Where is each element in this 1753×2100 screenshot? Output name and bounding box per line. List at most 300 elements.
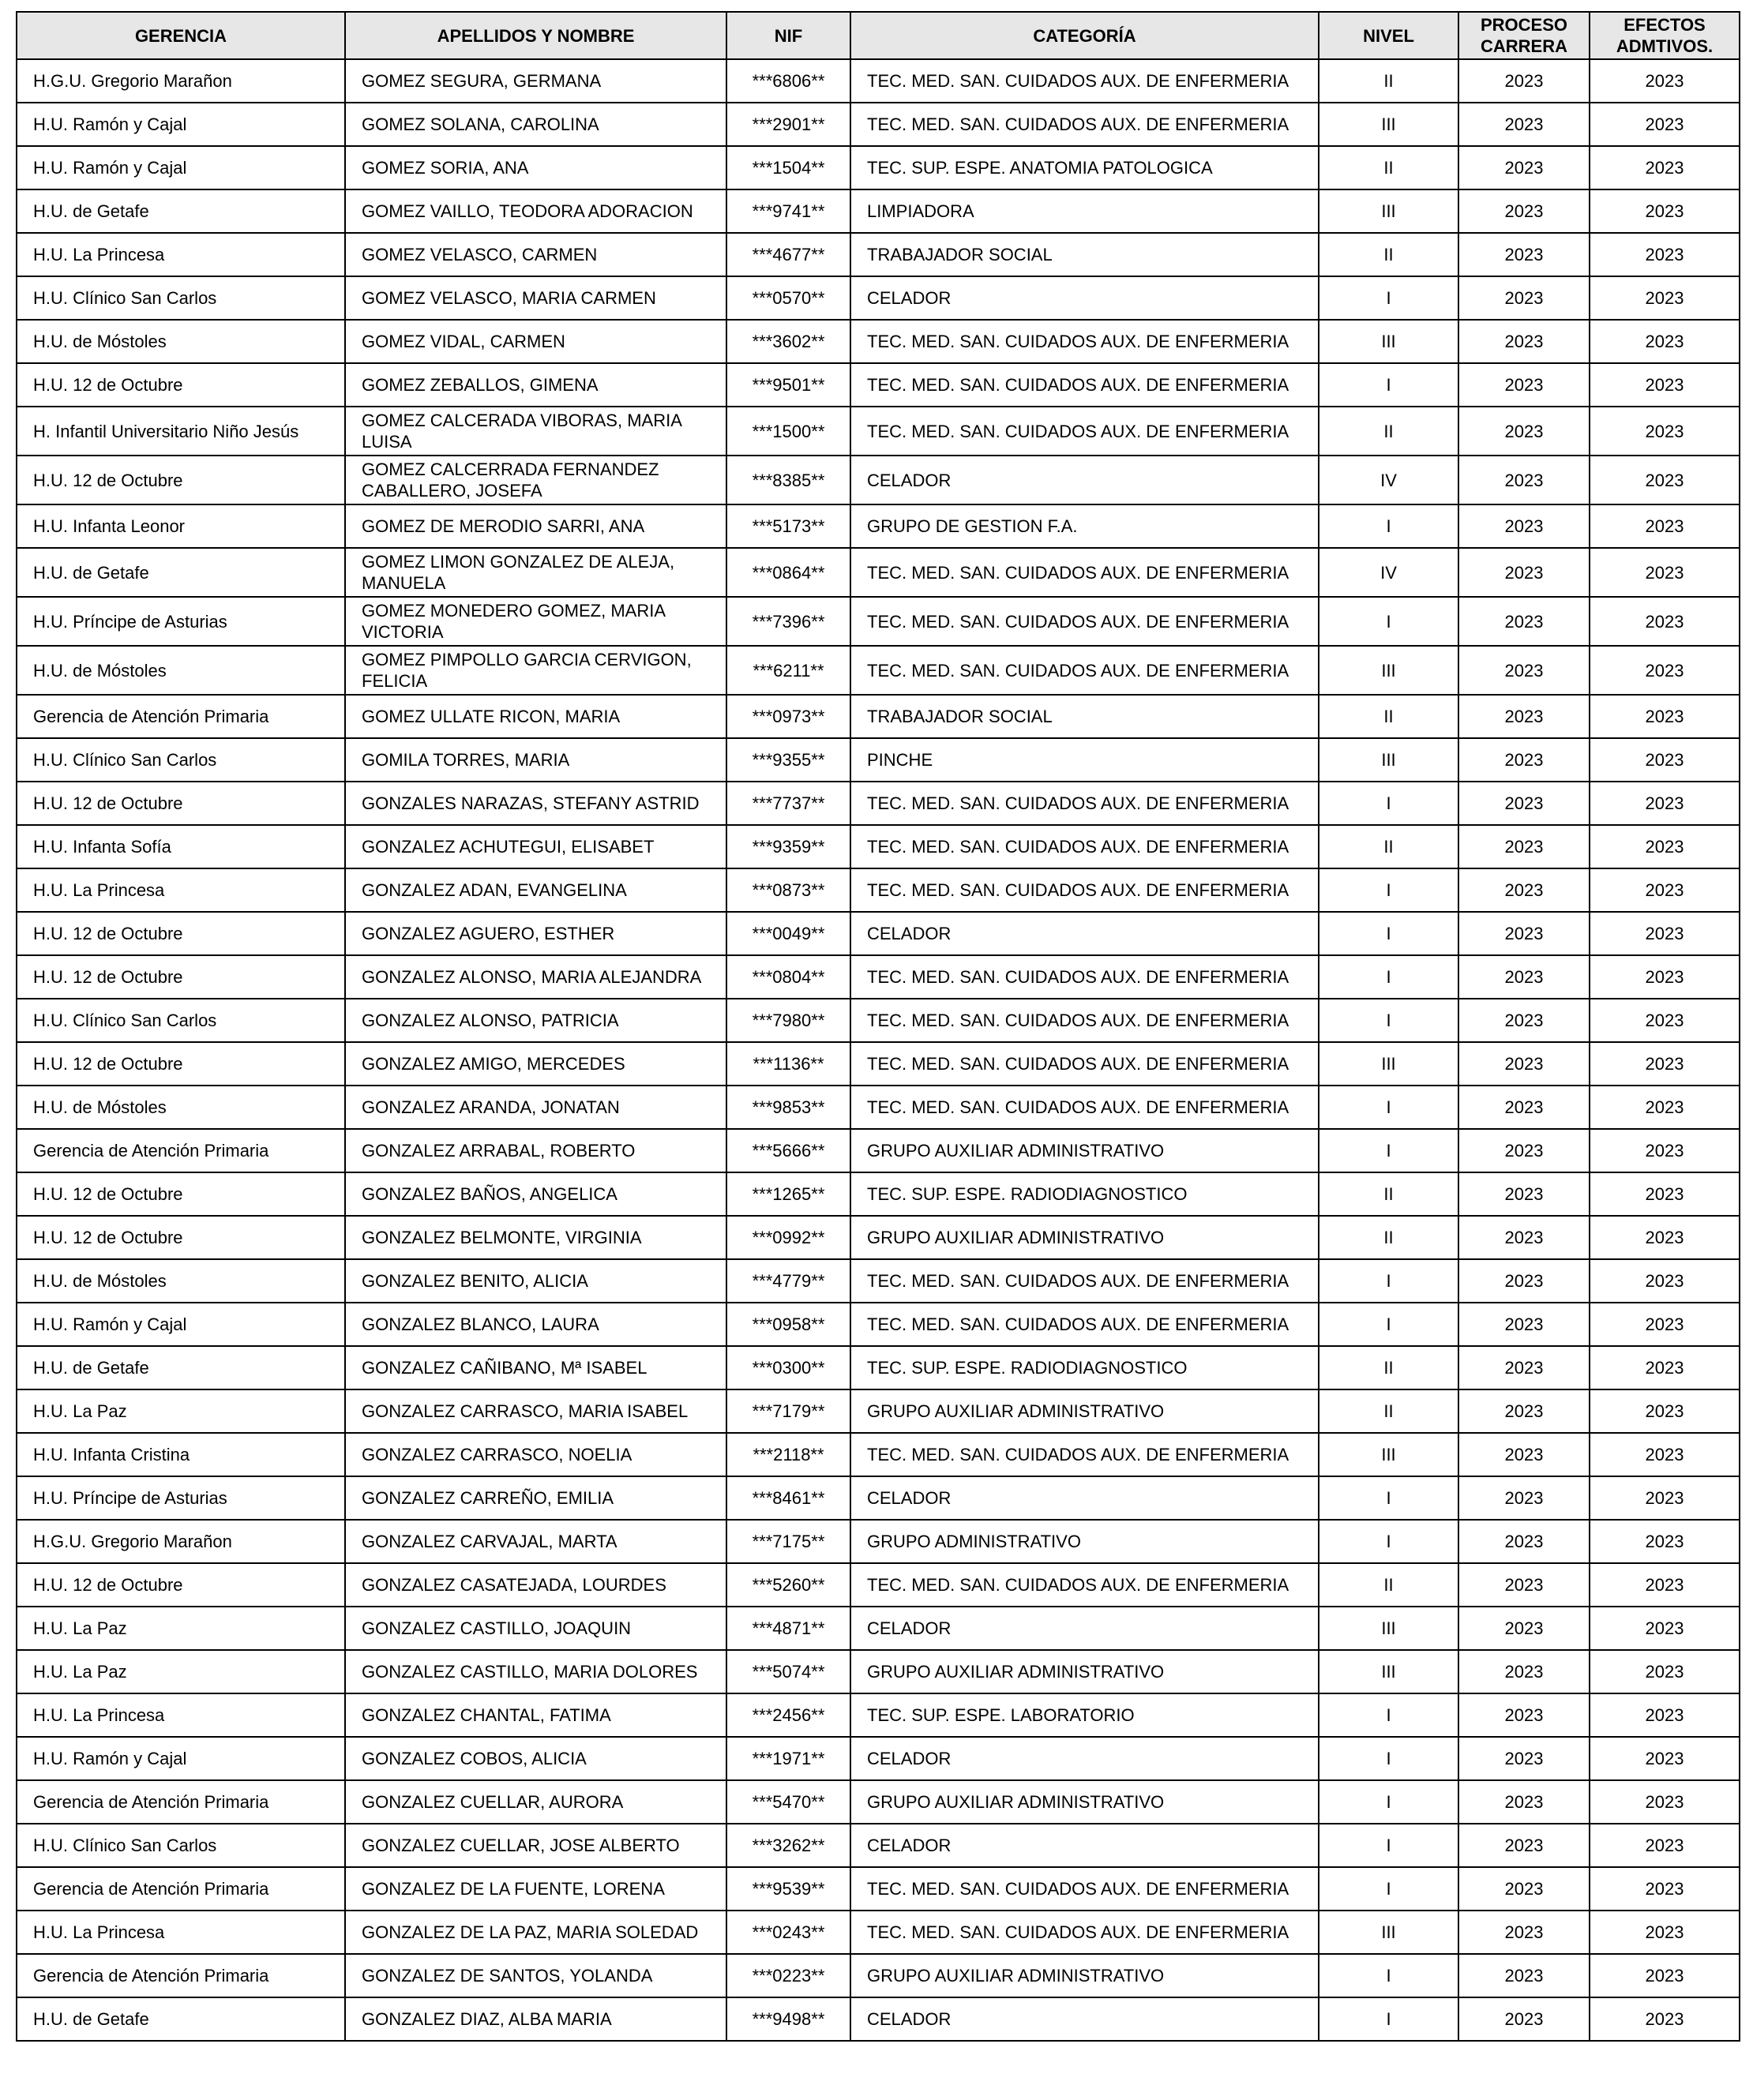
personnel-table xyxy=(16,11,1740,2042)
cell-categoria: TEC. SUP. ESPE. LABORATORIO xyxy=(850,1693,1319,1737)
cell-efectos-admtivos: 2023 xyxy=(1590,548,1740,597)
cell-categoria: TEC. MED. SAN. CUIDADOS AUX. DE ENFERMERIA xyxy=(850,1433,1319,1476)
cell-efectos-admtivos: 2023 xyxy=(1590,1042,1740,1086)
cell-efectos-admtivos: 2023 xyxy=(1590,1607,1740,1650)
cell-nif: ***2118** xyxy=(726,1433,850,1476)
cell-apellidos-nombre: GONZALEZ CAÑIBANO, Mª ISABEL xyxy=(345,1346,726,1389)
cell-apellidos-nombre: GOMEZ MONEDERO GOMEZ, MARIA VICTORIA xyxy=(345,597,726,646)
table-row xyxy=(17,548,1740,597)
cell-nif: ***1500** xyxy=(726,407,850,456)
cell-efectos-admtivos: 2023 xyxy=(1590,1303,1740,1346)
cell-nif: ***0243** xyxy=(726,1911,850,1954)
table-row xyxy=(17,1520,1740,1563)
cell-efectos-admtivos: 2023 xyxy=(1590,1780,1740,1824)
cell-proceso-carrera: 2023 xyxy=(1458,189,1590,233)
cell-efectos-admtivos: 2023 xyxy=(1590,407,1740,456)
cell-nivel: II xyxy=(1319,1389,1458,1433)
cell-gerencia: H.U. La Paz xyxy=(17,1650,345,1693)
cell-nivel: III xyxy=(1319,1607,1458,1650)
cell-nivel: II xyxy=(1319,233,1458,276)
cell-nif: ***4779** xyxy=(726,1259,850,1303)
cell-proceso-carrera: 2023 xyxy=(1458,456,1590,504)
cell-nif: ***9853** xyxy=(726,1086,850,1129)
cell-categoria: TEC. MED. SAN. CUIDADOS AUX. DE ENFERMERIA xyxy=(850,1086,1319,1129)
cell-gerencia: Gerencia de Atención Primaria xyxy=(17,1867,345,1911)
cell-apellidos-nombre: GOMILA TORRES, MARIA xyxy=(345,738,726,782)
cell-apellidos-nombre: GONZALEZ CUELLAR, AURORA xyxy=(345,1780,726,1824)
cell-gerencia: H.U. Ramón y Cajal xyxy=(17,1303,345,1346)
cell-nivel: I xyxy=(1319,363,1458,407)
cell-categoria: TEC. MED. SAN. CUIDADOS AUX. DE ENFERMERIA xyxy=(850,1867,1319,1911)
cell-categoria: TEC. SUP. ESPE. ANATOMIA PATOLOGICA xyxy=(850,146,1319,189)
cell-efectos-admtivos: 2023 xyxy=(1590,825,1740,868)
cell-apellidos-nombre: GOMEZ VIDAL, CARMEN xyxy=(345,320,726,363)
cell-nivel: I xyxy=(1319,1693,1458,1737)
cell-categoria: GRUPO AUXILIAR ADMINISTRATIVO xyxy=(850,1216,1319,1259)
cell-proceso-carrera: 2023 xyxy=(1458,782,1590,825)
table-row xyxy=(17,189,1740,233)
cell-categoria: TEC. MED. SAN. CUIDADOS AUX. DE ENFERMERIA xyxy=(850,59,1319,103)
table-row xyxy=(17,1172,1740,1216)
cell-categoria: PINCHE xyxy=(850,738,1319,782)
cell-nivel: I xyxy=(1319,1476,1458,1520)
cell-nif: ***5260** xyxy=(726,1563,850,1607)
cell-proceso-carrera: 2023 xyxy=(1458,1650,1590,1693)
cell-efectos-admtivos: 2023 xyxy=(1590,597,1740,646)
header-apellidos-nombre: APELLIDOS Y NOMBRE xyxy=(345,12,726,59)
table-row xyxy=(17,456,1740,504)
cell-apellidos-nombre: GOMEZ SORIA, ANA xyxy=(345,146,726,189)
cell-nivel: I xyxy=(1319,955,1458,999)
cell-nivel: I xyxy=(1319,1520,1458,1563)
table-row xyxy=(17,1563,1740,1607)
cell-proceso-carrera: 2023 xyxy=(1458,695,1590,738)
cell-categoria: GRUPO ADMINISTRATIVO xyxy=(850,1520,1319,1563)
table-row xyxy=(17,146,1740,189)
cell-categoria: TEC. MED. SAN. CUIDADOS AUX. DE ENFERMERIA xyxy=(850,407,1319,456)
cell-nivel: I xyxy=(1319,912,1458,955)
cell-categoria: CELADOR xyxy=(850,1824,1319,1867)
cell-categoria: CELADOR xyxy=(850,1476,1319,1520)
table-body xyxy=(17,59,1740,2041)
cell-apellidos-nombre: GOMEZ PIMPOLLO GARCIA CERVIGON, FELICIA xyxy=(345,646,726,695)
cell-gerencia: Gerencia de Atención Primaria xyxy=(17,695,345,738)
cell-gerencia: H.U. 12 de Octubre xyxy=(17,1042,345,1086)
cell-categoria: TEC. MED. SAN. CUIDADOS AUX. DE ENFERMERIA xyxy=(850,1042,1319,1086)
cell-efectos-admtivos: 2023 xyxy=(1590,1216,1740,1259)
cell-gerencia: H.U. Clínico San Carlos xyxy=(17,738,345,782)
cell-gerencia: H.U. de Getafe xyxy=(17,1346,345,1389)
table-row xyxy=(17,276,1740,320)
table-row xyxy=(17,597,1740,646)
table-row xyxy=(17,1433,1740,1476)
cell-apellidos-nombre: GOMEZ SEGURA, GERMANA xyxy=(345,59,726,103)
table-row xyxy=(17,103,1740,146)
cell-gerencia: H.U. 12 de Octubre xyxy=(17,1172,345,1216)
cell-proceso-carrera: 2023 xyxy=(1458,1780,1590,1824)
cell-nivel: I xyxy=(1319,1129,1458,1172)
cell-nivel: I xyxy=(1319,1824,1458,1867)
cell-apellidos-nombre: GONZALEZ CHANTAL, FATIMA xyxy=(345,1693,726,1737)
cell-gerencia: H.U. Infanta Sofía xyxy=(17,825,345,868)
cell-proceso-carrera: 2023 xyxy=(1458,233,1590,276)
cell-proceso-carrera: 2023 xyxy=(1458,646,1590,695)
cell-efectos-admtivos: 2023 xyxy=(1590,738,1740,782)
table-row xyxy=(17,695,1740,738)
cell-apellidos-nombre: GOMEZ CALCERADA VIBORAS, MARIA LUISA xyxy=(345,407,726,456)
cell-proceso-carrera: 2023 xyxy=(1458,146,1590,189)
cell-proceso-carrera: 2023 xyxy=(1458,1911,1590,1954)
cell-apellidos-nombre: GOMEZ VELASCO, MARIA CARMEN xyxy=(345,276,726,320)
cell-efectos-admtivos: 2023 xyxy=(1590,1172,1740,1216)
cell-categoria: TEC. MED. SAN. CUIDADOS AUX. DE ENFERMERIA xyxy=(850,103,1319,146)
cell-nivel: III xyxy=(1319,738,1458,782)
cell-nif: ***7179** xyxy=(726,1389,850,1433)
cell-nif: ***8461** xyxy=(726,1476,850,1520)
cell-gerencia: H.G.U. Gregorio Marañon xyxy=(17,59,345,103)
cell-categoria: TEC. MED. SAN. CUIDADOS AUX. DE ENFERMERIA xyxy=(850,363,1319,407)
cell-nif: ***5470** xyxy=(726,1780,850,1824)
cell-gerencia: H.U. de Móstoles xyxy=(17,646,345,695)
cell-apellidos-nombre: GOMEZ ULLATE RICON, MARIA xyxy=(345,695,726,738)
cell-apellidos-nombre: GONZALEZ ADAN, EVANGELINA xyxy=(345,868,726,912)
table-row xyxy=(17,1954,1740,1997)
cell-efectos-admtivos: 2023 xyxy=(1590,1389,1740,1433)
table-row xyxy=(17,738,1740,782)
cell-apellidos-nombre: GONZALES NARAZAS, STEFANY ASTRID xyxy=(345,782,726,825)
cell-nivel: I xyxy=(1319,1737,1458,1780)
cell-nif: ***3262** xyxy=(726,1824,850,1867)
table-row xyxy=(17,646,1740,695)
cell-nif: ***3602** xyxy=(726,320,850,363)
cell-nivel: I xyxy=(1319,782,1458,825)
cell-apellidos-nombre: GONZALEZ ACHUTEGUI, ELISABET xyxy=(345,825,726,868)
cell-efectos-admtivos: 2023 xyxy=(1590,146,1740,189)
cell-efectos-admtivos: 2023 xyxy=(1590,1086,1740,1129)
cell-gerencia: H.U. Príncipe de Asturias xyxy=(17,597,345,646)
cell-efectos-admtivos: 2023 xyxy=(1590,1693,1740,1737)
cell-gerencia: H.U. La Princesa xyxy=(17,1693,345,1737)
cell-proceso-carrera: 2023 xyxy=(1458,597,1590,646)
cell-proceso-carrera: 2023 xyxy=(1458,1997,1590,2041)
cell-efectos-admtivos: 2023 xyxy=(1590,276,1740,320)
table-row xyxy=(17,1650,1740,1693)
cell-categoria: TEC. MED. SAN. CUIDADOS AUX. DE ENFERMERIA xyxy=(850,320,1319,363)
cell-nivel: IV xyxy=(1319,456,1458,504)
cell-gerencia: H.U. de Móstoles xyxy=(17,1259,345,1303)
cell-categoria: TRABAJADOR SOCIAL xyxy=(850,695,1319,738)
cell-apellidos-nombre: GOMEZ DE MERODIO SARRI, ANA xyxy=(345,504,726,548)
cell-efectos-admtivos: 2023 xyxy=(1590,999,1740,1042)
cell-efectos-admtivos: 2023 xyxy=(1590,1954,1740,1997)
cell-categoria: TEC. MED. SAN. CUIDADOS AUX. DE ENFERMERIA xyxy=(850,646,1319,695)
cell-nivel: I xyxy=(1319,1259,1458,1303)
table-row xyxy=(17,782,1740,825)
table-row xyxy=(17,1607,1740,1650)
cell-nif: ***4677** xyxy=(726,233,850,276)
table-row xyxy=(17,1303,1740,1346)
cell-apellidos-nombre: GONZALEZ BLANCO, LAURA xyxy=(345,1303,726,1346)
cell-categoria: TEC. MED. SAN. CUIDADOS AUX. DE ENFERMERIA xyxy=(850,782,1319,825)
cell-nif: ***2901** xyxy=(726,103,850,146)
cell-gerencia: H.U. Ramón y Cajal xyxy=(17,146,345,189)
cell-apellidos-nombre: GONZALEZ CARRASCO, NOELIA xyxy=(345,1433,726,1476)
cell-categoria: TEC. MED. SAN. CUIDADOS AUX. DE ENFERMERIA xyxy=(850,1563,1319,1607)
cell-efectos-admtivos: 2023 xyxy=(1590,233,1740,276)
cell-proceso-carrera: 2023 xyxy=(1458,1954,1590,1997)
cell-efectos-admtivos: 2023 xyxy=(1590,695,1740,738)
cell-efectos-admtivos: 2023 xyxy=(1590,59,1740,103)
cell-efectos-admtivos: 2023 xyxy=(1590,955,1740,999)
cell-proceso-carrera: 2023 xyxy=(1458,59,1590,103)
cell-efectos-admtivos: 2023 xyxy=(1590,912,1740,955)
cell-proceso-carrera: 2023 xyxy=(1458,1303,1590,1346)
table-row xyxy=(17,1911,1740,1954)
cell-categoria: TEC. MED. SAN. CUIDADOS AUX. DE ENFERMERIA xyxy=(850,1303,1319,1346)
header-efectos-admtivos: EFECTOS ADMTIVOS. xyxy=(1590,12,1740,59)
cell-categoria: GRUPO AUXILIAR ADMINISTRATIVO xyxy=(850,1780,1319,1824)
cell-nif: ***5074** xyxy=(726,1650,850,1693)
cell-nif: ***6806** xyxy=(726,59,850,103)
cell-nivel: II xyxy=(1319,1216,1458,1259)
cell-nif: ***0570** xyxy=(726,276,850,320)
table-row xyxy=(17,1780,1740,1824)
table-row xyxy=(17,1997,1740,2041)
cell-proceso-carrera: 2023 xyxy=(1458,1389,1590,1433)
cell-proceso-carrera: 2023 xyxy=(1458,1129,1590,1172)
cell-categoria: CELADOR xyxy=(850,1737,1319,1780)
cell-nivel: II xyxy=(1319,407,1458,456)
cell-nif: ***7175** xyxy=(726,1520,850,1563)
cell-nif: ***0049** xyxy=(726,912,850,955)
cell-nif: ***7980** xyxy=(726,999,850,1042)
cell-efectos-admtivos: 2023 xyxy=(1590,189,1740,233)
table-row xyxy=(17,868,1740,912)
cell-categoria: GRUPO AUXILIAR ADMINISTRATIVO xyxy=(850,1650,1319,1693)
cell-categoria: CELADOR xyxy=(850,1997,1319,2041)
cell-proceso-carrera: 2023 xyxy=(1458,868,1590,912)
cell-apellidos-nombre: GOMEZ LIMON GONZALEZ DE ALEJA, MANUELA xyxy=(345,548,726,597)
cell-categoria: TEC. MED. SAN. CUIDADOS AUX. DE ENFERMERIA xyxy=(850,868,1319,912)
cell-nif: ***9355** xyxy=(726,738,850,782)
cell-efectos-admtivos: 2023 xyxy=(1590,363,1740,407)
cell-gerencia: H.U. Ramón y Cajal xyxy=(17,103,345,146)
cell-apellidos-nombre: GOMEZ VAILLO, TEODORA ADORACION xyxy=(345,189,726,233)
cell-efectos-admtivos: 2023 xyxy=(1590,868,1740,912)
cell-proceso-carrera: 2023 xyxy=(1458,1824,1590,1867)
header-nivel: NIVEL xyxy=(1319,12,1458,59)
table-row xyxy=(17,1824,1740,1867)
cell-nivel: I xyxy=(1319,1303,1458,1346)
cell-apellidos-nombre: GONZALEZ CUELLAR, JOSE ALBERTO xyxy=(345,1824,726,1867)
cell-nivel: I xyxy=(1319,1780,1458,1824)
cell-nivel: I xyxy=(1319,1867,1458,1911)
cell-proceso-carrera: 2023 xyxy=(1458,1737,1590,1780)
table-row xyxy=(17,1389,1740,1433)
cell-nif: ***4871** xyxy=(726,1607,850,1650)
cell-categoria: TEC. MED. SAN. CUIDADOS AUX. DE ENFERMERIA xyxy=(850,597,1319,646)
cell-efectos-admtivos: 2023 xyxy=(1590,1433,1740,1476)
cell-efectos-admtivos: 2023 xyxy=(1590,103,1740,146)
cell-apellidos-nombre: GOMEZ CALCERRADA FERNANDEZ CABALLERO, JOSEFA xyxy=(345,456,726,504)
cell-apellidos-nombre: GOMEZ SOLANA, CAROLINA xyxy=(345,103,726,146)
table-row xyxy=(17,1086,1740,1129)
cell-nif: ***9539** xyxy=(726,1867,850,1911)
cell-categoria: TRABAJADOR SOCIAL xyxy=(850,233,1319,276)
cell-categoria: GRUPO DE GESTION F.A. xyxy=(850,504,1319,548)
cell-nivel: II xyxy=(1319,825,1458,868)
cell-efectos-admtivos: 2023 xyxy=(1590,1997,1740,2041)
cell-categoria: CELADOR xyxy=(850,276,1319,320)
cell-nivel: II xyxy=(1319,1172,1458,1216)
cell-nif: ***1504** xyxy=(726,146,850,189)
cell-categoria: CELADOR xyxy=(850,912,1319,955)
cell-categoria: GRUPO AUXILIAR ADMINISTRATIVO xyxy=(850,1129,1319,1172)
cell-nif: ***0873** xyxy=(726,868,850,912)
cell-proceso-carrera: 2023 xyxy=(1458,320,1590,363)
table-row xyxy=(17,504,1740,548)
cell-nivel: II xyxy=(1319,59,1458,103)
cell-nivel: IV xyxy=(1319,548,1458,597)
cell-gerencia: H.U. Clínico San Carlos xyxy=(17,276,345,320)
cell-nivel: III xyxy=(1319,1911,1458,1954)
cell-gerencia: H.U. 12 de Octubre xyxy=(17,782,345,825)
cell-categoria: TEC. SUP. ESPE. RADIODIAGNOSTICO xyxy=(850,1172,1319,1216)
cell-gerencia: H.U. La Princesa xyxy=(17,868,345,912)
cell-efectos-admtivos: 2023 xyxy=(1590,1824,1740,1867)
cell-proceso-carrera: 2023 xyxy=(1458,1172,1590,1216)
cell-efectos-admtivos: 2023 xyxy=(1590,320,1740,363)
cell-nif: ***0300** xyxy=(726,1346,850,1389)
cell-proceso-carrera: 2023 xyxy=(1458,1520,1590,1563)
cell-nif: ***0958** xyxy=(726,1303,850,1346)
cell-categoria: TEC. MED. SAN. CUIDADOS AUX. DE ENFERMERIA xyxy=(850,548,1319,597)
table-row xyxy=(17,1867,1740,1911)
header-proceso-carrera: PROCESO CARRERA xyxy=(1458,12,1590,59)
cell-proceso-carrera: 2023 xyxy=(1458,1693,1590,1737)
cell-apellidos-nombre: GONZALEZ DE SANTOS, YOLANDA xyxy=(345,1954,726,1997)
cell-nivel: II xyxy=(1319,1563,1458,1607)
table-row xyxy=(17,1042,1740,1086)
cell-apellidos-nombre: GONZALEZ CASTILLO, MARIA DOLORES xyxy=(345,1650,726,1693)
cell-apellidos-nombre: GONZALEZ CARREÑO, EMILIA xyxy=(345,1476,726,1520)
cell-gerencia: H.U. Príncipe de Asturias xyxy=(17,1476,345,1520)
cell-gerencia: H.U. La Princesa xyxy=(17,1911,345,1954)
cell-nif: ***2456** xyxy=(726,1693,850,1737)
cell-efectos-admtivos: 2023 xyxy=(1590,646,1740,695)
header-categoria: CATEGORÍA xyxy=(850,12,1319,59)
table-row xyxy=(17,407,1740,456)
table-row xyxy=(17,320,1740,363)
cell-efectos-admtivos: 2023 xyxy=(1590,1563,1740,1607)
cell-nif: ***9501** xyxy=(726,363,850,407)
cell-categoria: CELADOR xyxy=(850,1607,1319,1650)
cell-apellidos-nombre: GONZALEZ BELMONTE, VIRGINIA xyxy=(345,1216,726,1259)
cell-gerencia: H.U. 12 de Octubre xyxy=(17,1216,345,1259)
cell-nif: ***7396** xyxy=(726,597,850,646)
cell-categoria: TEC. MED. SAN. CUIDADOS AUX. DE ENFERMERIA xyxy=(850,825,1319,868)
cell-apellidos-nombre: GONZALEZ COBOS, ALICIA xyxy=(345,1737,726,1780)
cell-efectos-admtivos: 2023 xyxy=(1590,1520,1740,1563)
cell-nif: ***1971** xyxy=(726,1737,850,1780)
cell-proceso-carrera: 2023 xyxy=(1458,738,1590,782)
cell-efectos-admtivos: 2023 xyxy=(1590,1259,1740,1303)
cell-gerencia: H.U. La Paz xyxy=(17,1607,345,1650)
cell-efectos-admtivos: 2023 xyxy=(1590,456,1740,504)
cell-nivel: I xyxy=(1319,276,1458,320)
cell-gerencia: H.U. Infanta Leonor xyxy=(17,504,345,548)
cell-proceso-carrera: 2023 xyxy=(1458,999,1590,1042)
cell-apellidos-nombre: GOMEZ ZEBALLOS, GIMENA xyxy=(345,363,726,407)
cell-gerencia: Gerencia de Atención Primaria xyxy=(17,1954,345,1997)
cell-gerencia: H.U. de Getafe xyxy=(17,189,345,233)
cell-nivel: III xyxy=(1319,103,1458,146)
cell-nivel: I xyxy=(1319,999,1458,1042)
cell-gerencia: H.U. Infanta Cristina xyxy=(17,1433,345,1476)
cell-nif: ***0864** xyxy=(726,548,850,597)
table-row xyxy=(17,1346,1740,1389)
cell-nif: ***1265** xyxy=(726,1172,850,1216)
cell-proceso-carrera: 2023 xyxy=(1458,276,1590,320)
cell-categoria: TEC. MED. SAN. CUIDADOS AUX. DE ENFERMERIA xyxy=(850,999,1319,1042)
cell-apellidos-nombre: GONZALEZ CASATEJADA, LOURDES xyxy=(345,1563,726,1607)
cell-nivel: III xyxy=(1319,189,1458,233)
cell-efectos-admtivos: 2023 xyxy=(1590,782,1740,825)
cell-categoria: GRUPO AUXILIAR ADMINISTRATIVO xyxy=(850,1954,1319,1997)
cell-proceso-carrera: 2023 xyxy=(1458,1086,1590,1129)
table-row xyxy=(17,1216,1740,1259)
cell-nif: ***0223** xyxy=(726,1954,850,1997)
cell-nivel: III xyxy=(1319,320,1458,363)
cell-proceso-carrera: 2023 xyxy=(1458,407,1590,456)
header-gerencia: GERENCIA xyxy=(17,12,345,59)
cell-efectos-admtivos: 2023 xyxy=(1590,1737,1740,1780)
table-row xyxy=(17,955,1740,999)
cell-nivel: I xyxy=(1319,1997,1458,2041)
cell-nif: ***6211** xyxy=(726,646,850,695)
header-nif: NIF xyxy=(726,12,850,59)
cell-gerencia: H.U. 12 de Octubre xyxy=(17,955,345,999)
table-row xyxy=(17,1737,1740,1780)
cell-apellidos-nombre: GONZALEZ ARANDA, JONATAN xyxy=(345,1086,726,1129)
cell-gerencia: H. Infantil Universitario Niño Jesús xyxy=(17,407,345,456)
cell-gerencia: Gerencia de Atención Primaria xyxy=(17,1129,345,1172)
cell-gerencia: H.U. 12 de Octubre xyxy=(17,456,345,504)
cell-proceso-carrera: 2023 xyxy=(1458,825,1590,868)
table-row xyxy=(17,233,1740,276)
cell-gerencia: H.U. de Getafe xyxy=(17,1997,345,2041)
table-row xyxy=(17,1129,1740,1172)
cell-gerencia: Gerencia de Atención Primaria xyxy=(17,1780,345,1824)
cell-categoria: TEC. MED. SAN. CUIDADOS AUX. DE ENFERMERIA xyxy=(850,955,1319,999)
cell-proceso-carrera: 2023 xyxy=(1458,1476,1590,1520)
cell-apellidos-nombre: GONZALEZ DE LA PAZ, MARIA SOLEDAD xyxy=(345,1911,726,1954)
cell-efectos-admtivos: 2023 xyxy=(1590,1650,1740,1693)
cell-proceso-carrera: 2023 xyxy=(1458,1216,1590,1259)
cell-gerencia: H.U. La Paz xyxy=(17,1389,345,1433)
cell-nif: ***9741** xyxy=(726,189,850,233)
cell-proceso-carrera: 2023 xyxy=(1458,548,1590,597)
cell-categoria: TEC. MED. SAN. CUIDADOS AUX. DE ENFERMERIA xyxy=(850,1259,1319,1303)
cell-gerencia: H.U. La Princesa xyxy=(17,233,345,276)
cell-nivel: II xyxy=(1319,146,1458,189)
cell-nivel: III xyxy=(1319,1042,1458,1086)
table-row xyxy=(17,912,1740,955)
cell-apellidos-nombre: GONZALEZ BENITO, ALICIA xyxy=(345,1259,726,1303)
cell-efectos-admtivos: 2023 xyxy=(1590,1346,1740,1389)
table-row xyxy=(17,1259,1740,1303)
cell-proceso-carrera: 2023 xyxy=(1458,1042,1590,1086)
